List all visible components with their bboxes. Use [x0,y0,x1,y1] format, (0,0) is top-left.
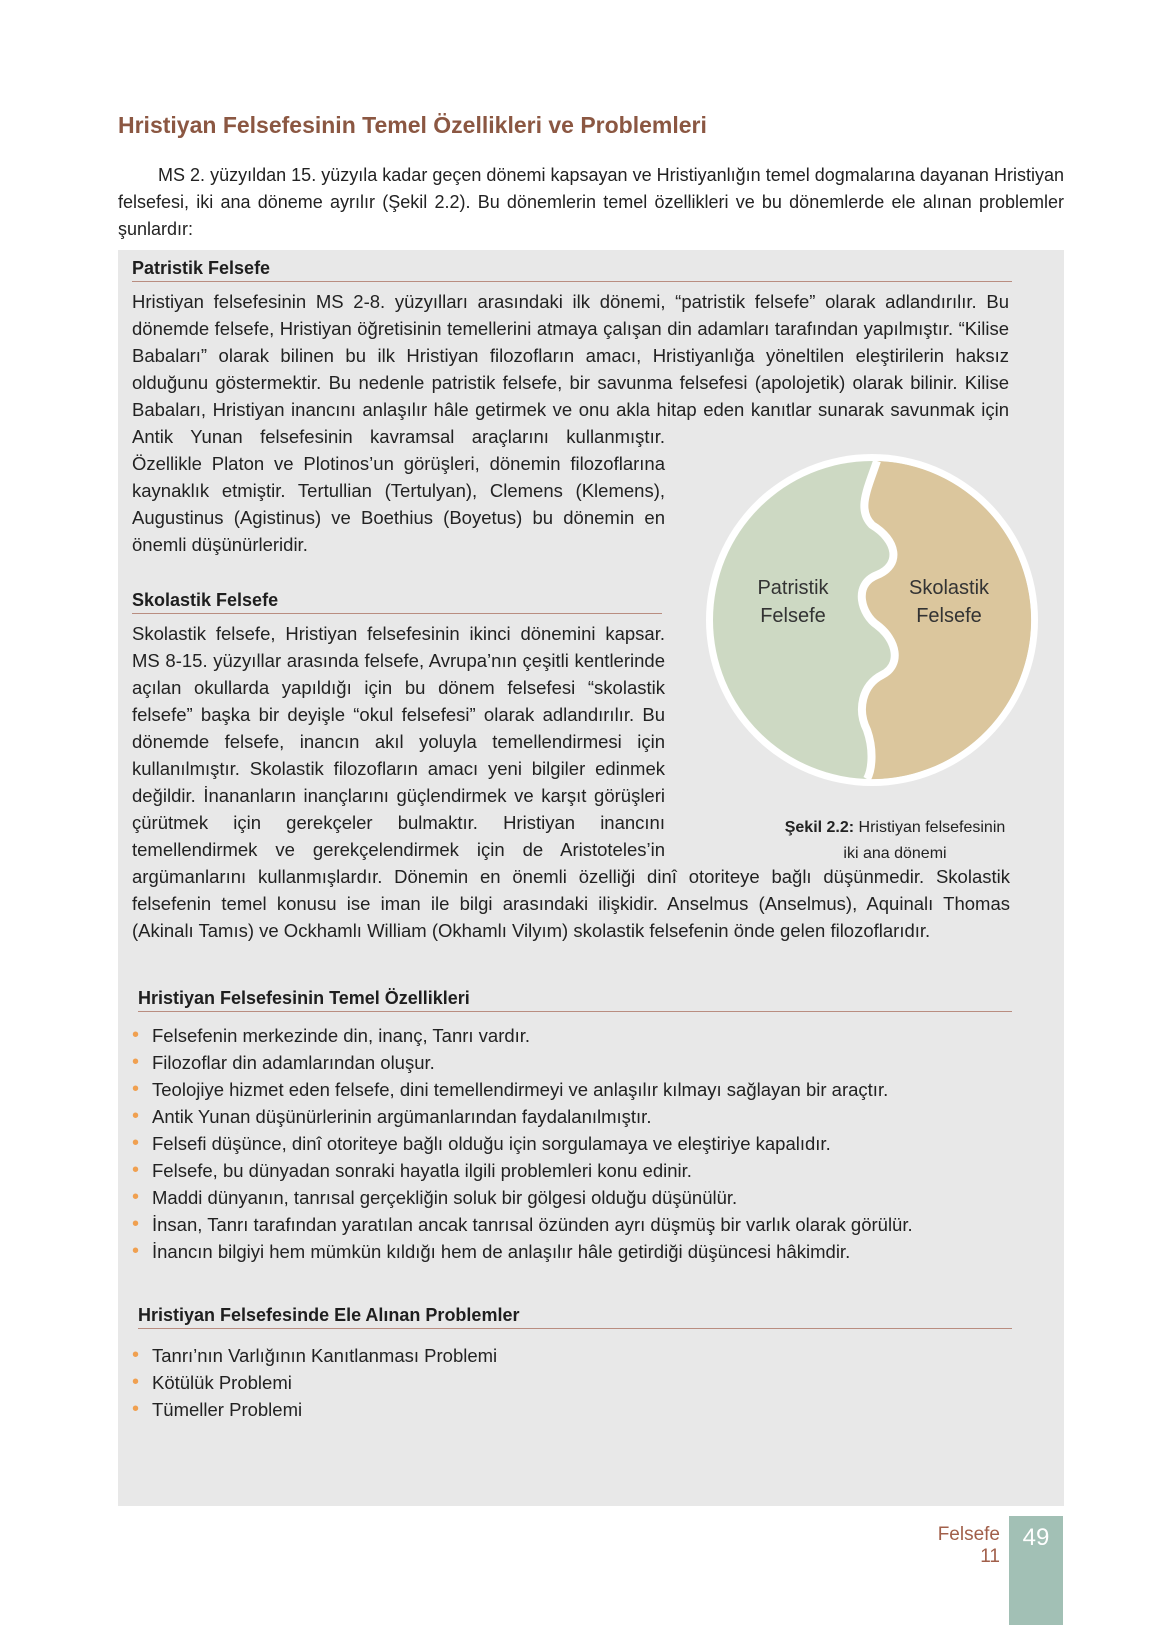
caption-line-1 [730,815,1060,841]
list-item: • Felsefi düşünce, dinî otoriteye bağlı olduğu için sorgulamaya ve eleştiriye kapalıdır. [132,1130,1012,1157]
caption-text-1: Hristiyan felsefesinin [858,819,1006,836]
problems-heading: Hristiyan Felsefesinde Ele Alınan Problemler [138,1305,1012,1329]
list-item: • Maddi dünyanın, tanrısal gerçekliğin soluk bir gölgesi olduğu düşünülür. [132,1184,1012,1211]
patristic-label [718,574,868,630]
list-item: • İnancın bilgiyi hem mümkün kıldığı hem de anlaşılır hâle getirdiği düşüncesi hâkimdir. [132,1238,1012,1265]
problems-list [132,1342,1012,1423]
list-item: • Kötülük Problemi [132,1369,1012,1396]
list-item: • Teolojiye hizmet eden felsefe, dini temellendirmeyi ve anlaşılır kılmayı sağlayan bir araçtır. [132,1076,1012,1103]
list-item: • Tanrı’nın Varlığının Kanıtlanması Problemi [132,1342,1012,1369]
caption-label: Şekil 2.2: [784,819,855,836]
caption-text-2: iki ana dönemi [843,845,947,862]
scholastic-label-line1: Skolastik [908,577,990,599]
list-item: • Felsefenin merkezinde din, inanç, Tanrı vardır. [132,1022,1012,1049]
features-heading: Hristiyan Felsefesinin Temel Özellikleri [138,988,1012,1012]
page-number: 49 [1022,1524,1050,1551]
list-item: • Filozoflar din adamlarından oluşur. [132,1049,1012,1076]
content-box [118,250,1064,1506]
features-list [132,1022,1012,1265]
patristic-label-line1: Patristik [757,577,829,599]
page-title: Hristiyan Felsefesinin Temel Özellikleri ve Problemleri [118,112,707,138]
page-tab [1009,1516,1063,1625]
scholastic-heading: Skolastik Felsefe [132,590,662,614]
list-item: • İnsan, Tanrı tarafından yaratılan ancak tanrısal özünden ayrı düşmüş bir varlık olarak görülür. [132,1211,1012,1238]
scholastic-label [874,574,1024,630]
figure-wrap-offset [1009,288,1010,423]
patristic-label-line2: Felsefe [760,605,826,627]
scholastic-label-line2: Felsefe [916,605,982,627]
patristic-heading: Patristik Felsefe [132,258,1012,282]
scholastic-text: Skolastik felsefe, Hristiyan felsefesinin ikinci dönemini kapsar. MS 8-15. yüzyıllar arasında felsefe, Avrupa’nın çeşitli kentlerinde açılan okullarda yapıldığı için bu dönem felsefesi “skolastik felsefe” başka bir deyişle “okul felsefesi” olarak adlandırılır. Bu dönemde felsefe, inancın akıl yoluyla temellendirmesi için kullanılmıştır. Skolastik filozofların amacı yeni bilgiler edinmek değildir. İnananların inançlarını güçlendirmek ve karşıt görüşleri çürütmek için gerekçeler bulmaktır. Hristiyan inancını temellendirmek ve gerekçelendirmek için de Aristoteles’in argümanlarını kullanmışlardır. Dönemin en önemli özelliği dinî otoriteye bağlı düşünmedir. Skolastik felsefenin temel konusu ise iman ile bilgi arasındaki ilişkidir. Anselmus (Anselmus), Aquinalı Thomas (Akinalı Tamıs) ve Ockhamlı William (Okhamlı Vilyım) skolastik felsefenin önde gelen filozoflarıdır. [132,623,1010,941]
figure-caption [730,815,1060,867]
list-item: • Tümeller Problemi [132,1396,1012,1423]
list-item: • Felsefe, bu dünyadan sonraki hayatla ilgili problemleri konu edinir. [132,1157,1012,1184]
book-title: Felsefe 11 [937,1524,1000,1567]
intro-paragraph: MS 2. yüzyıldan 15. yüzyıla kadar geçen dönemi kapsayan ve Hristiyanlığın temel dogmalarına dayanan Hristiyan felsefesi, iki ana döneme ayrılır (Şekil 2.2). Bu dönemlerin temel özellikleri ve bu dönemlerde ele alınan problemler şunlardır: [118,165,1064,239]
list-item: • Antik Yunan düşünürlerinin argümanlarından faydalanılmıştır. [132,1103,1012,1130]
patristic-text: Hristiyan felsefesinin MS 2-8. yüzyılları arasındaki ilk dönemi, “patristik felsefe” olarak adlandırılır. Bu dönemde felsefe, Hristiyan öğretisinin temellerini atmaya çalışan din adamları tarafından yapılmıştır. “Kilise Babaları” olarak bilinen bu ilk Hristiyan filozofların amacı, Hristiyanlığa yöneltilen eleştirilerin haksız olduğunu göstermektir. Bu nedenle patristik felsefe, bir savunma felsefesi (apolojetik) olarak bilinir. Kilise Babaları, Hristiyan inancını anlaşılır hâle getirmek ve onu akla hitap eden kanıtlar sunarak savunmak için Antik Yunan felsefesinin kavramsal araçlarını kullanmıştır. Özellikle Platon ve Plotinos’un görüşleri, dönemin filozoflarına kaynaklık etmiştir. Tertullian (Tertulyan), Clemens (Klemens), Augustinus (Agistinus) ve Boethius (Boyetus) bu dönemin en önemli düşünürleridir. [132,291,1009,555]
puzzle-figure [702,450,1042,790]
